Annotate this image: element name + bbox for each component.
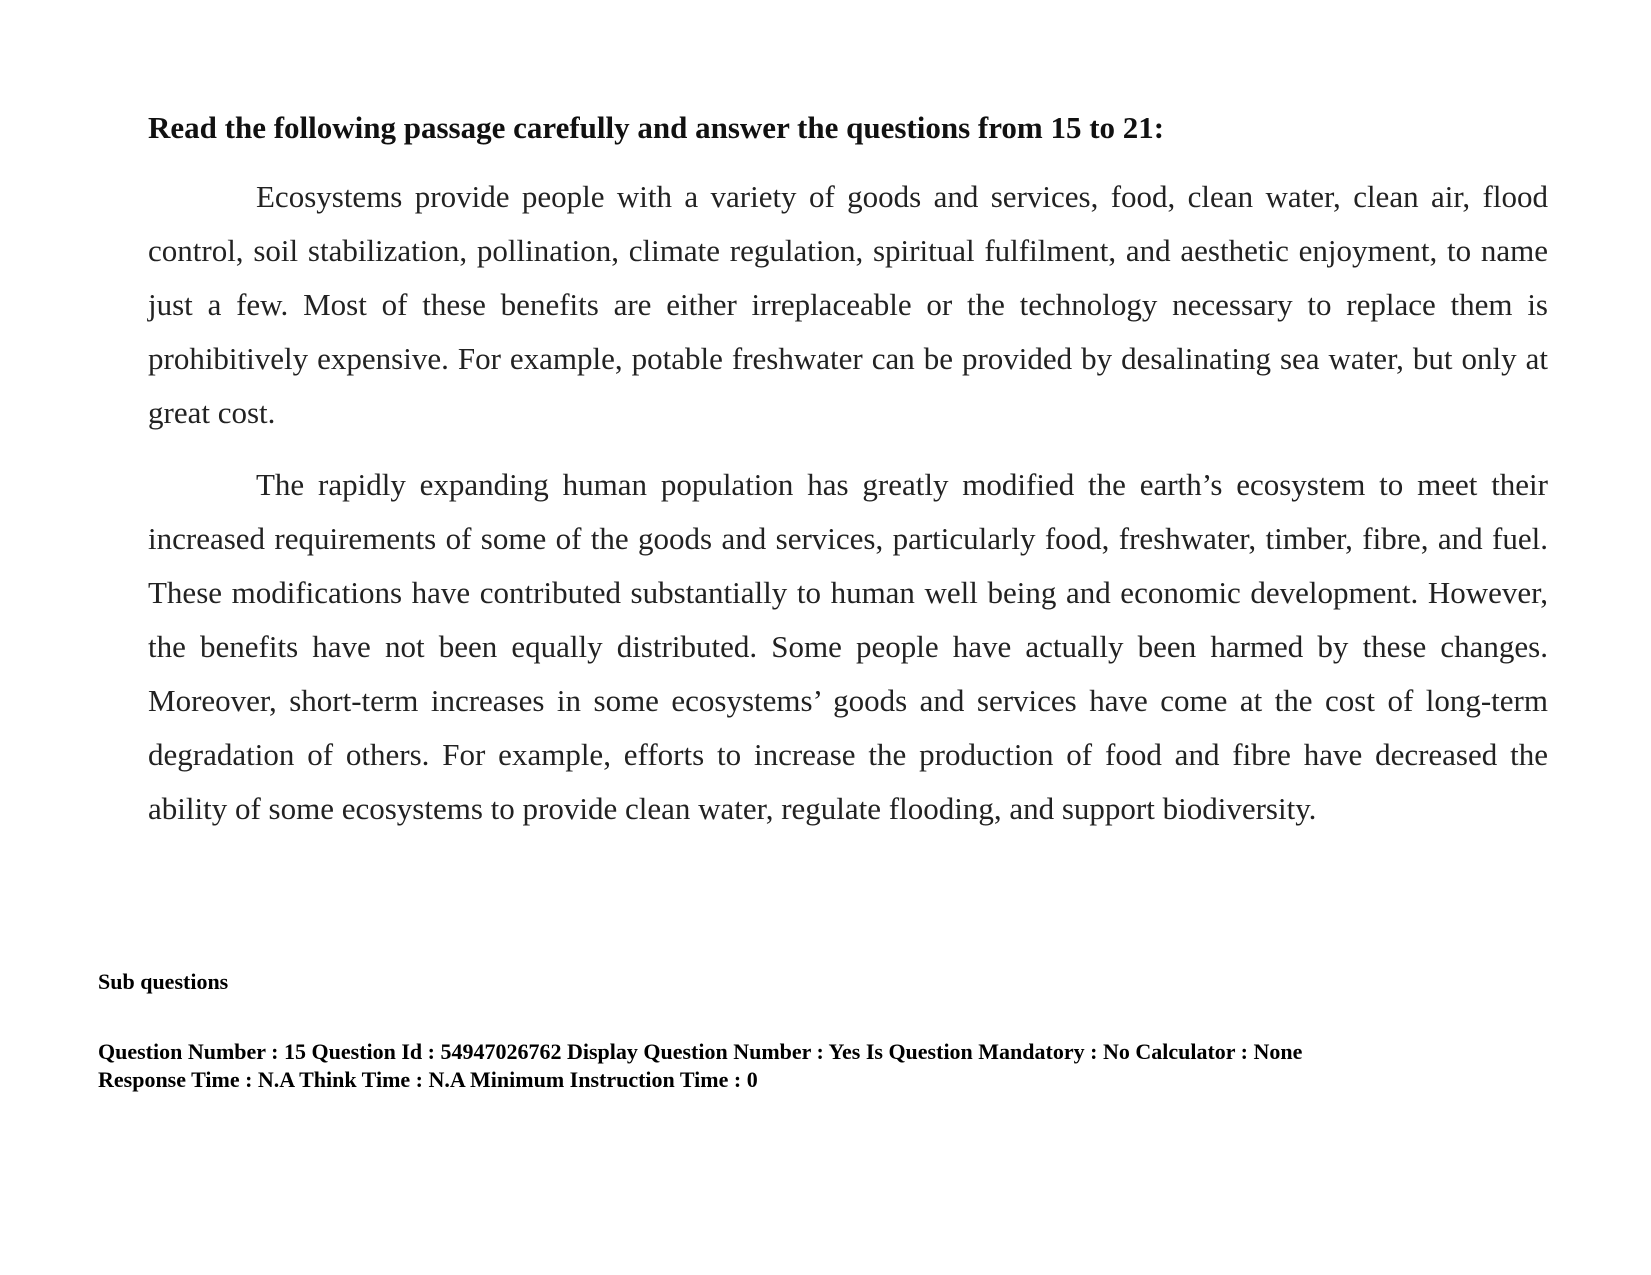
passage-paragraph-2: The rapidly expanding human population has greatly modified the earth’s ecosystem to meet their increased requirements of some of the goods and services, particularly food, freshwater, timber, fibre, and fuel. These modifications have contributed substantially to human well being and economic development. However, the benefits have not been equally distributed. Some people have actually been harmed by these changes. Moreover, short-term increases in some ecosystems’ goods and services have come at the cost of long-term degradation of others. For example, efforts to increase the production of food and fibre have decreased the ability of some ecosystems to provide clean water, regulate flooding, and support biodiversity.	[148, 467, 1548, 826]
sub-questions-label: Sub questions	[98, 969, 229, 994]
passage-block	[148, 108, 1548, 854]
question-meta-line-1: Question Number : 15 Question Id : 54947026762 Display Question Number : Yes Is Question Mandatory : No Calculator : None	[98, 1039, 1303, 1064]
question-meta-line-2: Response Time : N.A Think Time : N.A Minimum Instruction Time : 0	[98, 1067, 758, 1092]
question-meta	[98, 1038, 1558, 1094]
passage-paragraph-1: Ecosystems provide people with a variety of goods and services, food, clean water, clean air, flood control, soil stabilization, pollination, climate regulation, spiritual fulfilment, and aesthetic enjoyment, to name just a few. Most of these benefits are either irreplaceable or the technology necessary to replace them is prohibitively expensive. For example, potable freshwater can be provided by desalinating sea water, but only at great cost.	[148, 179, 1548, 430]
passage-heading: Read the following passage carefully and answer the questions from 15 to 21:	[148, 110, 1165, 145]
